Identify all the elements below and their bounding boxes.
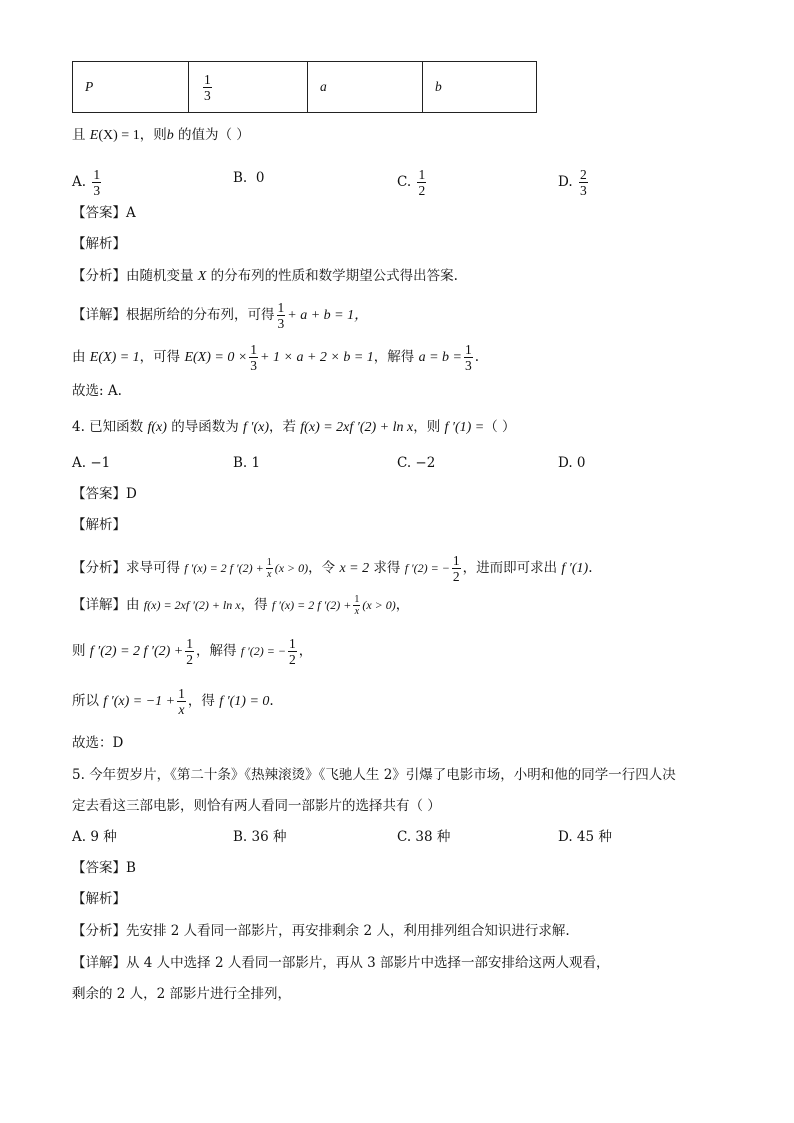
q4-stem: 4. 已知函数 f(x) 的导函数为 f ′(x)，若 f(x) = 2xf ′(2) + ln x，则 f ′(1) =（ ） bbox=[72, 419, 516, 435]
q3-options bbox=[72, 167, 712, 198]
q5-answer: 【答案】B bbox=[72, 860, 136, 876]
option-a: A. $\frac{1}{3}$ bbox=[72, 167, 101, 198]
option-d: D. $\frac{2}{3}$ bbox=[558, 167, 587, 198]
table-cell-a: a bbox=[308, 62, 423, 113]
q5-detail-line2: 剩余的 2 人，2 部影片进行全排列， bbox=[72, 986, 292, 1002]
q5-analysis: 【分析】先安排 2 人看同一部影片，再安排剩余 2 人，利用排列组合知识进行求解. bbox=[72, 923, 570, 939]
option-a: A. −1 bbox=[72, 455, 111, 471]
q4-step2: 则 f ′(2) = 2 f ′(2) + $\frac{1}{2}$ ，解得 f ′(2) = − $\frac{1}{2}$ ， bbox=[72, 636, 313, 667]
q4-analysis: 【分析】求导可得 f ′(x) = 2 f ′(2) + $\frac{1}{x}$ (x > 0)，令 x = 2 求得 f ′(2) = − $\frac{1}{2}$ ，进而即可求出 f ′(1). bbox=[72, 553, 593, 584]
option-b: B. 0 bbox=[233, 170, 265, 186]
option-c: C. $\frac{1}{2}$ bbox=[397, 167, 426, 198]
q3-analysis: 【分析】由随机变量 X 的分布列的性质和数学期望公式得出答案. bbox=[72, 268, 458, 284]
option-a: A. 9 种 bbox=[72, 829, 117, 845]
fraction: $\frac{1}{3}$ bbox=[204, 71, 211, 103]
table-cell-p: P bbox=[73, 62, 189, 113]
q3-step: 由 E(X) = 1，可得 E(X) = 0 × $\frac{1}{3}$ + 1 × a + 2 × b = 1，解得 a = b = $\frac{1}{3}$ . bbox=[72, 342, 480, 373]
q4-answer: 【答案】D bbox=[72, 486, 137, 502]
option-c: C. 38 种 bbox=[397, 829, 451, 845]
option-d: D. 45 种 bbox=[558, 829, 612, 845]
option-b: B. 36 种 bbox=[233, 829, 287, 845]
table-cell-b: b bbox=[423, 62, 537, 113]
table-row bbox=[73, 62, 537, 113]
q5-detail: 【详解】从 4 人中选择 2 人看同一部影片，再从 3 部影片中选择一部安排给这两人观看， bbox=[72, 955, 610, 971]
table-cell-one-third bbox=[189, 62, 308, 113]
q4-options bbox=[72, 452, 712, 474]
q3-condition: 且 E(X) = 1，则b 的值为（ ） bbox=[72, 127, 250, 143]
q5-jiexi-heading: 【解析】 bbox=[72, 891, 126, 907]
q3-answer: 【答案】A bbox=[72, 205, 136, 221]
q5-stem-line1: 5. 今年贺岁片，《第二十条》《热辣滚烫》《飞驰人生 2》引爆了电影市场，小明和他的同学一行四人决 bbox=[72, 767, 676, 783]
q5-options bbox=[72, 826, 712, 848]
option-d: D. 0 bbox=[558, 455, 586, 471]
q3-detail: 【详解】根据所给的分布列，可得 $\frac{1}{3}$ + a + b = 1， bbox=[72, 300, 369, 331]
option-c: C. −2 bbox=[397, 455, 436, 471]
q4-choice: 故选：D bbox=[72, 735, 124, 751]
q3-choice: 故选: A. bbox=[72, 383, 122, 399]
distribution-table bbox=[72, 61, 537, 113]
q4-detail: 【详解】由 f(x) = 2xf ′(2) + ln x，得 f ′(x) = 2 f ′(2) + $\frac{1}{x}$ (x > 0)， bbox=[72, 594, 410, 617]
q5-stem-line2: 定去看这三部电影，则恰有两人看同一部影片的选择共有（ ） bbox=[72, 798, 441, 814]
option-b: B. 1 bbox=[233, 455, 261, 471]
q4-step3: 所以 f ′(x) = −1 + $\frac{1}{x}$ ，得 f ′(1) = 0. bbox=[72, 686, 274, 717]
q4-jiexi-heading: 【解析】 bbox=[72, 517, 126, 533]
q3-jiexi-heading: 【解析】 bbox=[72, 236, 126, 252]
